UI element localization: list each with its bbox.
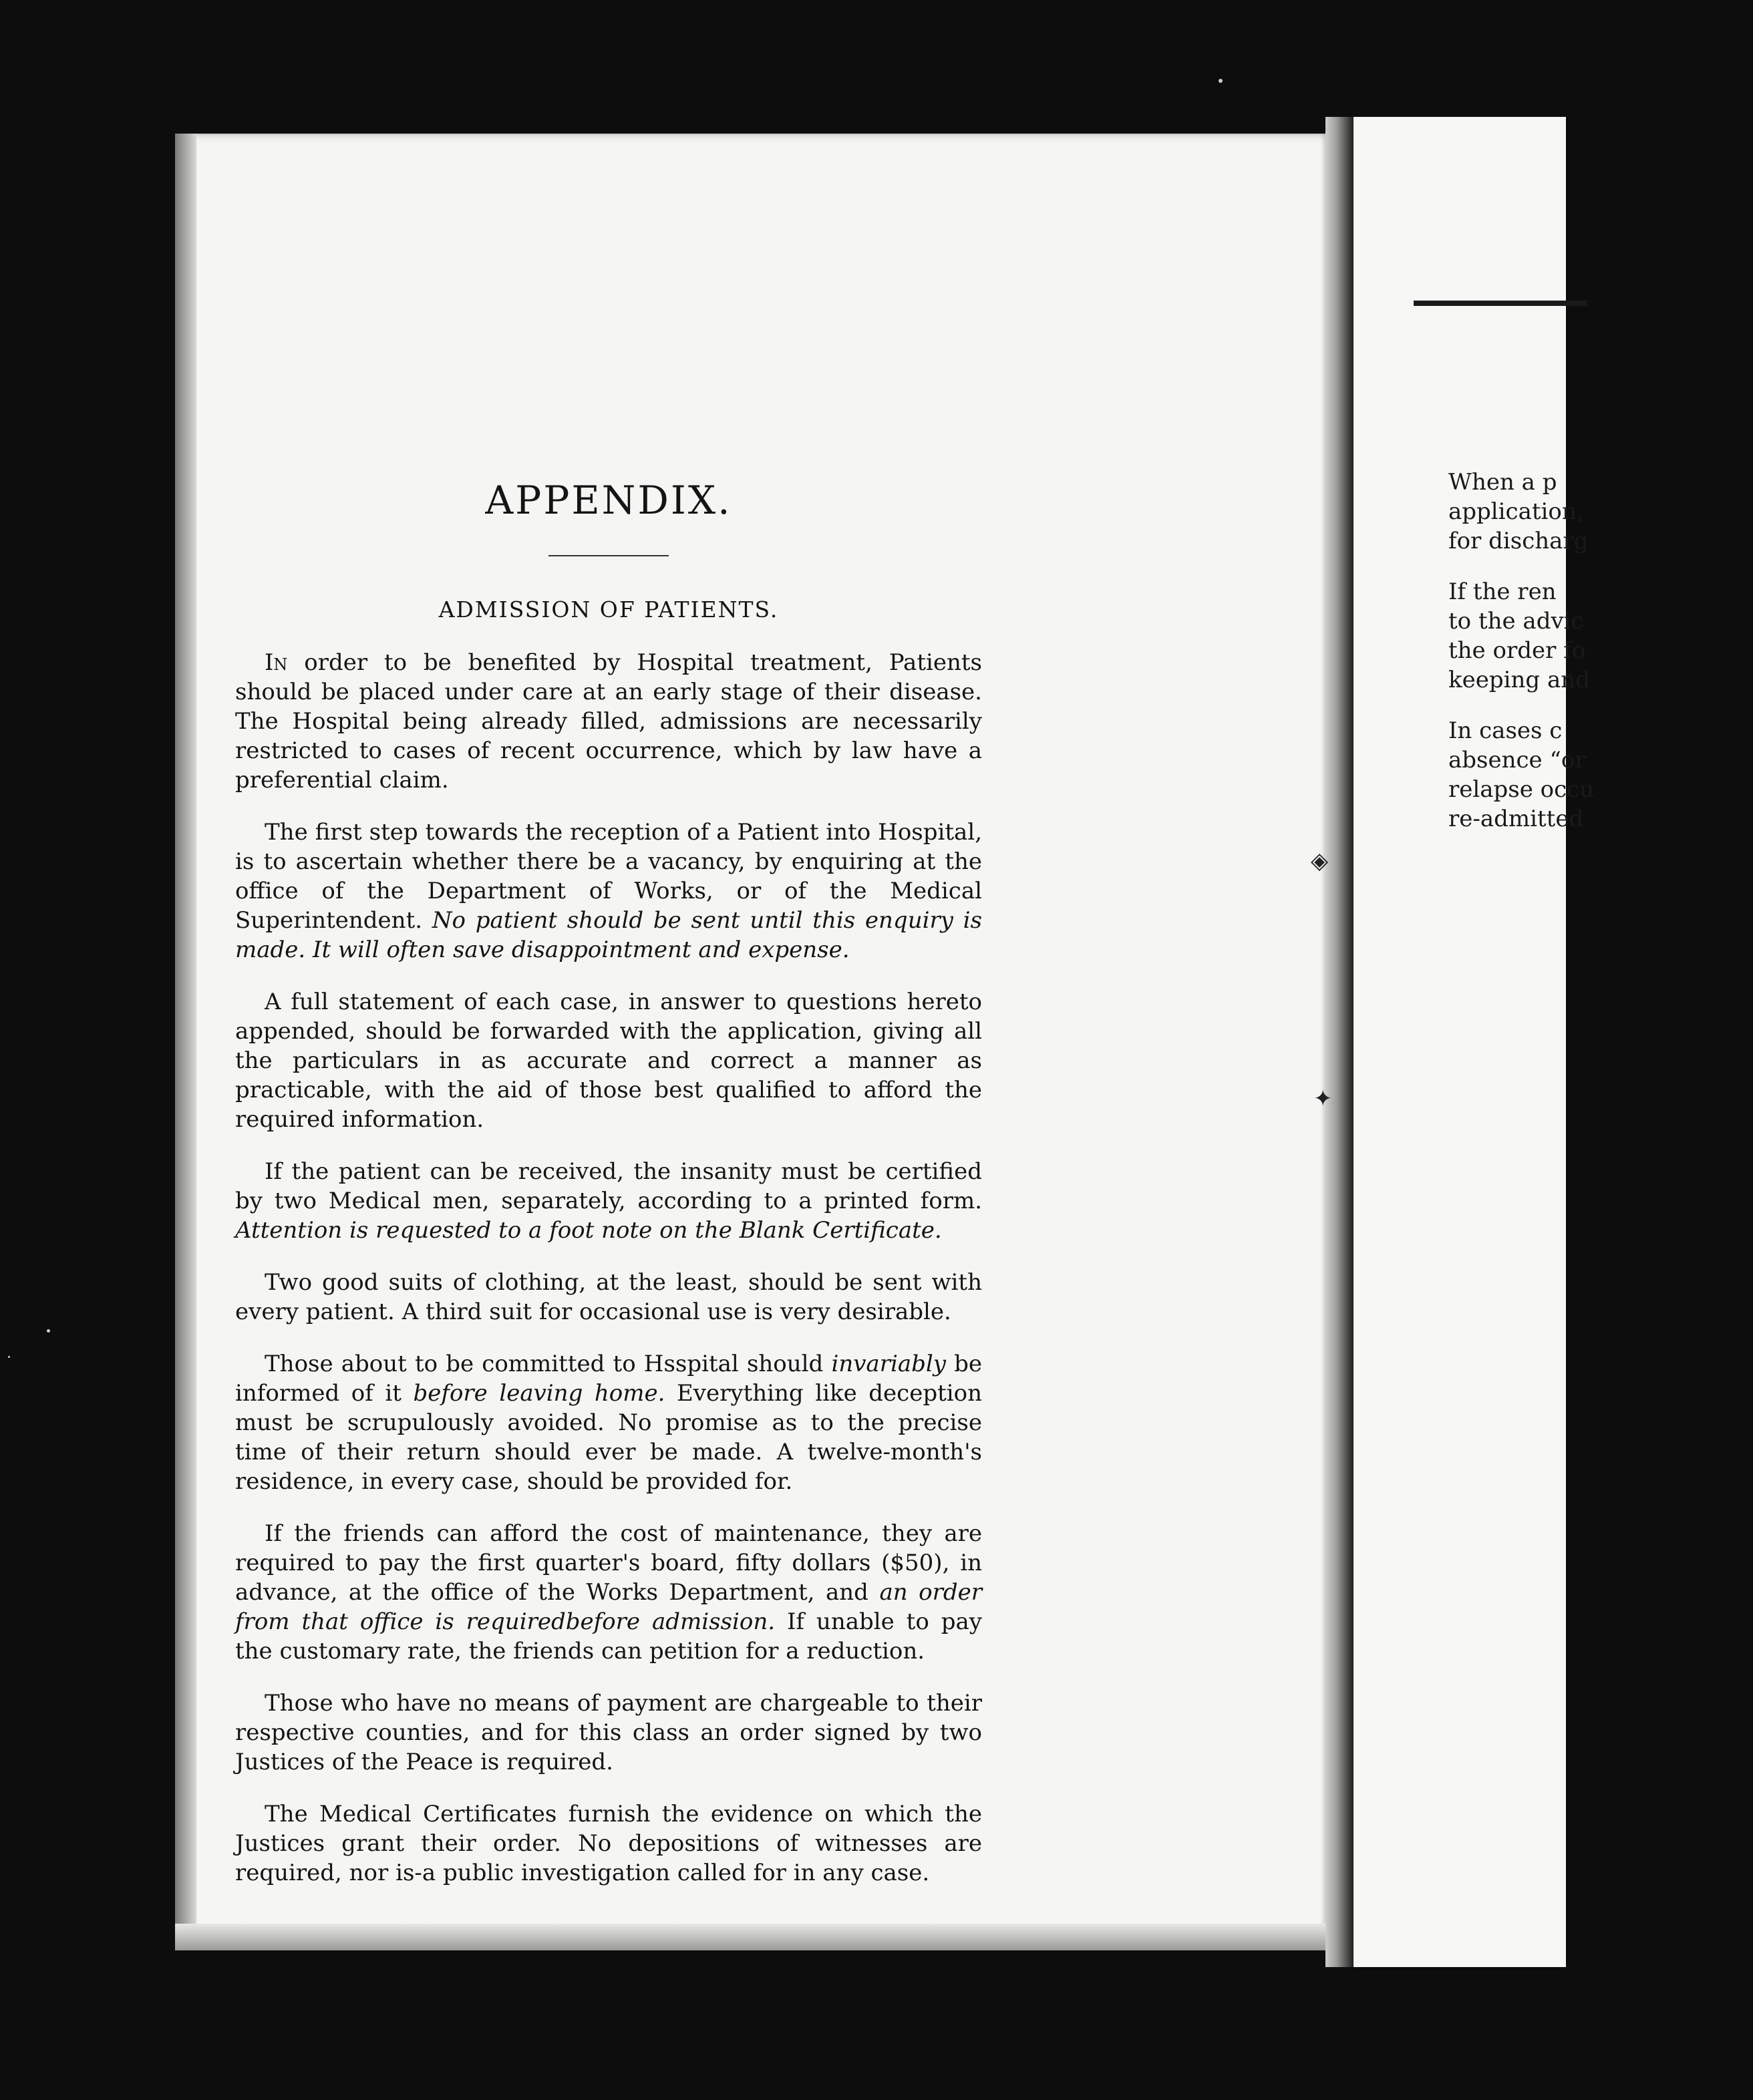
paragraph-italic: before leaving home. xyxy=(413,1380,665,1407)
paragraph-italic: invariably xyxy=(831,1351,946,1377)
right-line: keeping and xyxy=(1448,667,1590,693)
right-line: to the advic xyxy=(1448,608,1584,635)
paragraph-text: be informed of it xyxy=(235,1351,982,1407)
book-gutter xyxy=(1325,117,1353,1967)
paragraph-informing-patient xyxy=(235,1349,982,1496)
section-heading: ADMISSION OF PATIENTS. xyxy=(438,596,779,623)
gutter-ornament-icon: ◈ xyxy=(1311,848,1329,874)
paragraph-italic: an order from that office is requiredbefore admission. xyxy=(235,1579,982,1635)
right-page-text xyxy=(1419,468,1753,855)
left-page-content xyxy=(235,341,982,1910)
paragraph-maintenance-cost xyxy=(235,1519,982,1666)
right-line: for discharg xyxy=(1448,528,1589,554)
right-paragraph xyxy=(1419,468,1753,556)
paragraph-vacancy-enquiry xyxy=(235,818,982,965)
paragraph-text: Those who have no means of payment are chargeable to their respective counties, and for this class an order signed by two Justices of the Peace is required. xyxy=(235,1690,982,1775)
paragraph-italic: Attention is requested to a foot note on the Blank Certificate. xyxy=(235,1217,942,1244)
right-page-rule xyxy=(1414,301,1587,306)
right-line: re-admitted xyxy=(1448,806,1584,832)
right-page xyxy=(1353,117,1595,1967)
right-paragraph xyxy=(1419,716,1753,834)
paragraph-italic: No patient should be sent until this enquiry is made. It will often save disappointment and expense. xyxy=(235,907,982,963)
title-rule xyxy=(548,555,669,556)
scan-speck xyxy=(47,1329,50,1333)
right-line: If the ren xyxy=(1448,578,1557,605)
right-line: In cases c xyxy=(1448,717,1563,744)
scan-speck xyxy=(1219,79,1223,83)
paragraph-case-statement xyxy=(235,987,982,1134)
paragraph-text: Those about to be committed to Hsspital should xyxy=(265,1351,832,1377)
paragraph-medical-certificates xyxy=(235,1799,982,1888)
paragraph-text: If the patient can be received, the insanity must be certified by two Medical men, separately, according to a printed form. xyxy=(235,1158,982,1214)
right-paragraph xyxy=(1419,577,1753,695)
right-line: the order fo xyxy=(1448,637,1586,664)
paragraph-lead-word: In xyxy=(265,649,288,676)
paragraph-text: The Medical Certificates furnish the evidence on which the Justices grant their order. No depositions of witnesses are required, nor is-a public investigation called for in any case. xyxy=(235,1801,982,1886)
paragraph-text: If the friends can afford the cost of maintenance, they are required to pay the first quarter's board, fifty dollars ($50), in advance, at the office of the Works Department, and xyxy=(235,1520,982,1606)
paragraph-text: Two good suits of clothing, at the least, should be sent with every patient. A third suit for occasional use is very desirable. xyxy=(235,1269,982,1325)
right-line: When a p xyxy=(1448,469,1557,496)
paragraph-early-treatment xyxy=(235,648,982,795)
paragraph-text: A full statement of each case, in answer to questions hereto appended, should be forwarded with the application, giving all the particulars in as accurate and correct a manner as practicable, with the aid of those best qualified to afford the required information. xyxy=(235,989,982,1133)
right-line: absence “or xyxy=(1448,747,1586,773)
paragraph-text: If unable to pay the customary rate, the friends can petition for a reduction. xyxy=(235,1608,982,1665)
paragraph-text: order to be benefited by Hospital treatment, Patients should be placed under care at an early stage of their disease. The Hospital being already filled, admissions are necessarily restricted to cases of recent occurrence, which by law have a preferential claim. xyxy=(235,649,982,794)
right-line: relapse occu xyxy=(1448,776,1595,803)
paragraph-text: The first step towards the reception of a Patient into Hospital, is to ascertain whether there be a vacancy, by enquiring at the office of the Department of Works, or of the Medical Superintendent. xyxy=(235,819,982,934)
paragraph-certification xyxy=(235,1157,982,1245)
right-line: application, xyxy=(1448,498,1584,525)
paragraph-clothing xyxy=(235,1268,982,1327)
gutter-ornament-icon: ✦ xyxy=(1313,1085,1333,1112)
paragraph-no-means xyxy=(235,1689,982,1777)
scan-speck xyxy=(8,1356,10,1358)
page-title: APPENDIX. xyxy=(485,478,732,523)
paragraph-text: Everything like deception must be scrupulously avoided. No promise as to the precise time of their return should ever be made. A twelve-month's residence, in every case, should be provided for. xyxy=(235,1380,982,1495)
